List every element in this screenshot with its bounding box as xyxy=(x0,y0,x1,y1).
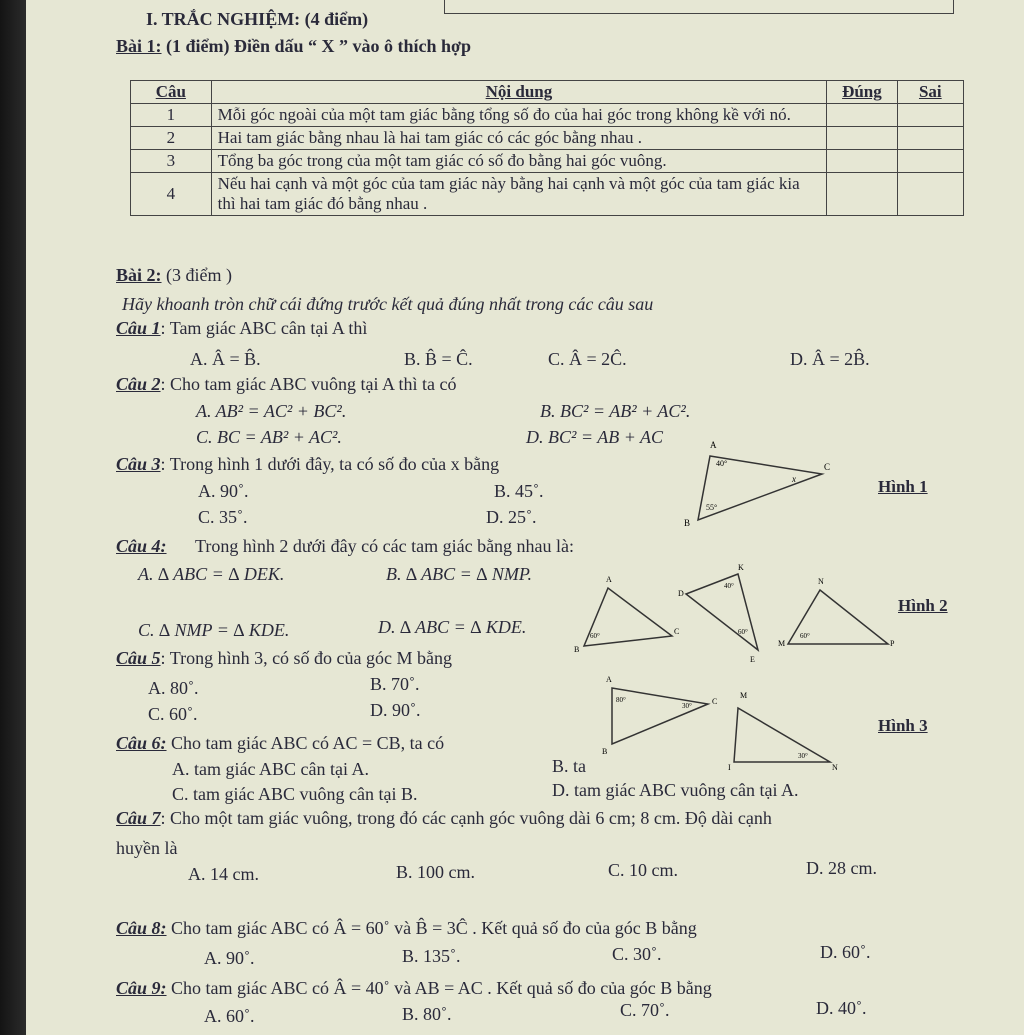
table-row xyxy=(131,127,964,150)
q6-option-c[interactable]: C. tam giác ABC vuông cân tại B. xyxy=(172,784,418,804)
q7-option-b[interactable]: B. 100 cm. xyxy=(396,862,475,882)
q4-option-d[interactable]: D. ∆ ABC = ∆ KDE. xyxy=(378,617,527,637)
row-content: Tổng ba góc trong của một tam giác có số đo bằng hai góc vuông. xyxy=(211,150,827,173)
bai2-instruction: Hãy khoanh tròn chữ cái đứng trước kết quả đúng nhất trong các câu sau xyxy=(122,294,654,314)
question-8: Câu 8: Cho tam giác ABC có Â = 60˚ và B̂ = 3Ĉ . Kết quả số đo của góc B bằng xyxy=(116,918,697,938)
hinh1-caption: Hình 1 xyxy=(878,477,928,496)
question-1: Câu 1: Tam giác ABC cân tại A thì xyxy=(116,318,368,338)
t1-angle-a: 80° xyxy=(616,696,626,704)
header-box xyxy=(444,0,954,14)
q3-option-d[interactable]: D. 25˚. xyxy=(486,507,537,527)
bai2-heading: Bài 2: (3 điểm ) xyxy=(116,265,232,285)
t3-label-m: M xyxy=(778,639,786,648)
q6-option-d[interactable]: D. tam giác ABC vuông cân tại A. xyxy=(552,780,799,800)
question-4: Câu 4: Trong hình 2 dưới đây có các tam giác bằng nhau là: xyxy=(116,536,575,556)
page-shadow-edge xyxy=(0,0,26,1035)
q8-option-d[interactable]: D. 60˚. xyxy=(820,942,871,962)
angle-a-label: 40° xyxy=(716,459,728,468)
row-content: Hai tam giác bằng nhau là hai tam giác có các góc bằng nhau . xyxy=(211,127,827,150)
q9-option-d[interactable]: D. 40˚. xyxy=(816,998,867,1018)
question-7: Câu 7: Cho một tam giác vuông, trong đó các cạnh góc vuông dài 6 cm; 8 cm. Độ dài cạnh xyxy=(116,808,772,828)
t2-label-m: M xyxy=(740,691,748,700)
question-6: Câu 6: Cho tam giác ABC có AC = CB, ta có xyxy=(116,733,445,753)
table-row xyxy=(131,150,964,173)
sai-cell[interactable] xyxy=(897,127,963,150)
question-5: Câu 5: Trong hình 3, có số đo của góc M bằng xyxy=(116,648,453,668)
q6-option-b[interactable]: B. ta xyxy=(552,756,586,776)
row-number: 2 xyxy=(131,127,212,150)
hinh3-triangles xyxy=(592,672,862,772)
t1-label-b: B xyxy=(602,747,608,756)
table-header-row xyxy=(131,81,964,104)
question-7-cont: huyền là xyxy=(116,838,178,858)
q2-option-d[interactable]: D. BC² = AB + AC xyxy=(526,427,664,447)
worksheet-page xyxy=(26,0,1024,1035)
q4-option-c[interactable]: C. ∆ NMP = ∆ KDE. xyxy=(138,620,290,640)
sai-cell[interactable] xyxy=(897,104,963,127)
dung-cell[interactable] xyxy=(827,104,897,127)
row-content: Mỗi góc ngoài của một tam giác bằng tổng số đo của hai góc trong không kề với nó. xyxy=(211,104,827,127)
dung-cell[interactable] xyxy=(827,173,897,216)
t3-angle: 60° xyxy=(800,632,810,640)
q9-option-b[interactable]: B. 80˚. xyxy=(402,1004,452,1024)
t2-label-e: E xyxy=(750,655,755,664)
q8-option-a[interactable]: A. 90˚. xyxy=(204,948,255,968)
q2-option-b[interactable]: B. BC² = AB² + AC². xyxy=(540,401,691,421)
table-row xyxy=(131,173,964,216)
t1-label-b: B xyxy=(574,645,580,654)
row-content: Nếu hai cạnh và một góc của tam giác này bằng hai cạnh và một góc của tam giác kia thì hai tam giác đó bằng nhau . xyxy=(211,173,827,216)
x-label: x xyxy=(792,474,796,484)
dung-cell[interactable] xyxy=(827,127,897,150)
t2-label-n: N xyxy=(832,763,838,772)
question-9: Câu 9: Cho tam giác ABC có Â = 40˚ và AB = AC . Kết quả số đo của góc B bằng xyxy=(116,978,712,998)
q3-option-b[interactable]: B. 45˚. xyxy=(494,481,544,501)
q4-option-b[interactable]: B. ∆ ABC = ∆ NMP. xyxy=(386,564,533,584)
t3-label-p: P xyxy=(890,639,895,648)
q2-option-c[interactable]: C. BC = AB² + AC². xyxy=(196,427,342,447)
q1-option-d[interactable]: D. Â = 2B̂. xyxy=(790,349,870,369)
t1-label-c: C xyxy=(712,697,718,706)
q1-option-a[interactable]: A. Â = B̂. xyxy=(190,349,261,369)
t1-label-a: A xyxy=(606,675,612,684)
label-b: B xyxy=(684,518,691,528)
dung-cell[interactable] xyxy=(827,150,897,173)
bai1-heading: Bài 1: (1 điểm) Điền dấu “ X ” vào ô thích hợp xyxy=(116,36,472,56)
t2-label-i: I xyxy=(728,763,731,772)
q3-option-c[interactable]: C. 35˚. xyxy=(198,507,248,527)
t2-angle-e: 60° xyxy=(738,628,748,636)
hinh2-triangles xyxy=(574,560,904,664)
t2-angle-k: 40° xyxy=(724,582,734,590)
t2-label-d: D xyxy=(678,589,684,598)
q6-option-a[interactable]: A. tam giác ABC cân tại A. xyxy=(172,759,369,779)
q3-option-a[interactable]: A. 90˚. xyxy=(198,481,249,501)
header-cau: Câu xyxy=(131,81,212,104)
q8-option-c[interactable]: C. 30˚. xyxy=(612,944,662,964)
header-sai: Sai xyxy=(897,81,963,104)
sai-cell[interactable] xyxy=(897,150,963,173)
angle-b-label: 55° xyxy=(706,503,718,512)
hinh3-caption: Hình 3 xyxy=(878,716,928,735)
q2-option-a[interactable]: A. AB² = AC² + BC². xyxy=(196,401,347,421)
q9-option-a[interactable]: A. 60˚. xyxy=(204,1006,255,1026)
t1-label-c: C xyxy=(674,627,680,636)
q7-option-a[interactable]: A. 14 cm. xyxy=(188,864,259,884)
header-noi-dung: Nội dung xyxy=(211,81,827,104)
hinh1-triangle xyxy=(676,436,836,530)
t1-angle-c: 30° xyxy=(682,702,692,710)
true-false-table xyxy=(130,80,964,216)
t2-angle-n: 30° xyxy=(798,752,808,760)
q5-option-b[interactable]: B. 70˚. xyxy=(370,674,420,694)
row-number: 1 xyxy=(131,104,212,127)
hinh2-caption: Hình 2 xyxy=(898,596,948,615)
table-row xyxy=(131,104,964,127)
q9-option-c[interactable]: C. 70˚. xyxy=(620,1000,670,1020)
q1-option-c[interactable]: C. Â = 2Ĉ. xyxy=(548,349,627,369)
label-c: C xyxy=(824,462,831,472)
label-a: A xyxy=(710,440,717,450)
q4-option-a[interactable]: A. ∆ ABC = ∆ DEK. xyxy=(138,564,285,584)
section-title: I. TRẮC NGHIỆM: (4 điểm) xyxy=(146,9,369,29)
row-number: 4 xyxy=(131,173,212,216)
question-2: Câu 2: Cho tam giác ABC vuông tại A thì ta có xyxy=(116,374,457,394)
header-dung: Đúng xyxy=(827,81,897,104)
row-number: 3 xyxy=(131,150,212,173)
t1-label-a: A xyxy=(606,575,612,584)
q1-option-b[interactable]: B. B̂ = Ĉ. xyxy=(404,349,473,369)
q5-option-a[interactable]: A. 80˚. xyxy=(148,678,199,698)
q8-option-b[interactable]: B. 135˚. xyxy=(402,946,461,966)
q5-option-c[interactable]: C. 60˚. xyxy=(148,704,198,724)
t2-label-k: K xyxy=(738,563,744,572)
question-3: Câu 3: Trong hình 1 dưới đây, ta có số đo của x bằng xyxy=(116,454,500,474)
q7-option-d[interactable]: D. 28 cm. xyxy=(806,858,877,878)
q7-option-c[interactable]: C. 10 cm. xyxy=(608,860,678,880)
t3-label-n: N xyxy=(818,577,824,586)
t1-angle: 60° xyxy=(590,632,600,640)
sai-cell[interactable] xyxy=(897,173,963,216)
q5-option-d[interactable]: D. 90˚. xyxy=(370,700,421,720)
